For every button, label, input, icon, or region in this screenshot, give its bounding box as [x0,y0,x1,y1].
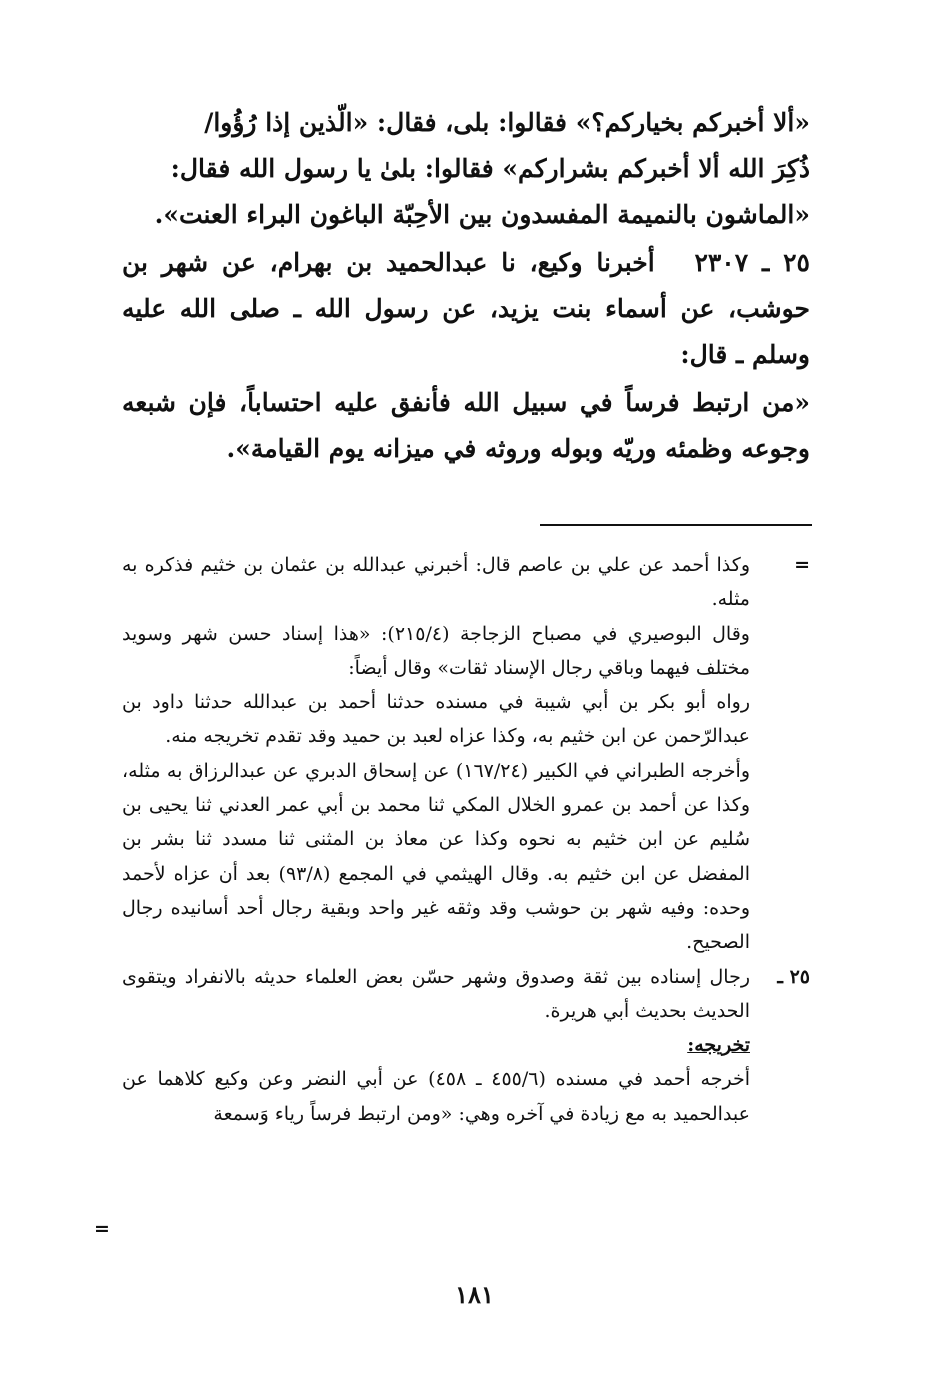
continuation-marker-bottom: = [94,1218,110,1240]
hadith-number: ٢٥ ـ ٢٣٠٧ [694,248,810,277]
footnotes [122,548,810,1131]
footnote-heading: تخريجه: [687,1034,750,1057]
main-line: «الماشون بالنميمة المفسدون بين الأحِبّة الباغون البراء العنت». [154,200,810,229]
footnote-number: ٢٥ ـ [777,965,810,988]
hadith-text: أخبرنا وكيع، نا عبدالحميد بن بهرام، عن شهر بن حوشب، عن أسماء بنت يزيد، عن رسول الله ـ صلى الله عليه وسلم ـ قال: [122,248,810,369]
footnote-separator [540,524,812,526]
footnote-paragraph: وكذا أحمد عن علي بن عاصم قال: أخبرني عبدالله بن عثمان بن خثيم فذكره به مثله. [122,554,750,611]
continuation-marker: = [794,554,810,576]
hadith-paragraph [122,240,810,378]
footnote-paragraph: وأخرجه الطبراني في الكبير (١٦٧/٢٤) عن إسحاق الدبري عن عبدالرزاق به مثله، وكذا عن أحمد بن عمرو الخلال المكي ثنا محمد بن أبي عمر العدني ثنا يحيى بن سُليم عن ابن خثيم به نحوه وكذا عن معاذ بن المثنى ثنا مسدد ثنا بشر بن المفضل عن ابن خثيم به. وقال الهيثمي في المجمع (٩٣/٨) بعد أن عزاه لأحمد وحده: وفيه شهر بن حوشب وقد وثقه غير واحد وبقية رجال أحد أسانيده رجال الصحيح. [122,759,751,954]
hadith-quote: «من ارتبط فرساً في سبيل الله فأنفق عليه احتساباً، فإن شبعه وجوعه وظمئه وريّه وبوله وروثه في ميزانه يوم القيامة». [122,388,810,463]
main-line: «ألا أخبركم بخياركم؟» فقالوا: بلى، فقال: «الّذين إذا رُؤُوا/ [204,108,810,137]
main-line: ذُكِرَ الله ألا أخبركم بشراركم» فقالوا: بلىٰ يا رسول الله فقال: [170,154,810,183]
main-text [122,100,810,472]
footnote-paragraph: وقال البوصيري في مصباح الزجاجة (٢١٥/٤): «هذا إسناد حسن شهر وسويد مختلف فيهما وباقي رجال الإسناد ثقات» وقال أيضاً: [122,622,750,679]
page-number: ١٨١ [455,1280,494,1309]
footnote-paragraph: رجال إسناده بين ثقة وصدوق وشهر حسّن بعض العلماء حديثه بالانفراد ويتقوى الحديث بحديث أبي هريرة. [122,965,750,1022]
footnote-continued [122,548,810,960]
footnote-paragraph: رواه أبو بكر بن أبي شيبة في مسنده حدثنا أحمد بن عبدالله حدثنا داود بن عبدالرّحمن عن ابن خثيم به، وكذا عزاه لعبد بن حميد وقد تقدم تخريجه منه. [122,691,750,748]
footnote-paragraph: أخرجه أحمد في مسنده (٤٥٥/٦ ـ ٤٥٨) عن أبي النضر وعن وكيع كلاهما عن عبدالحميد به مع زيادة في آخره وهي: «ومن ارتبط فرساً رياء وَسمعة [122,1068,751,1125]
footnote-25 [122,960,810,1131]
